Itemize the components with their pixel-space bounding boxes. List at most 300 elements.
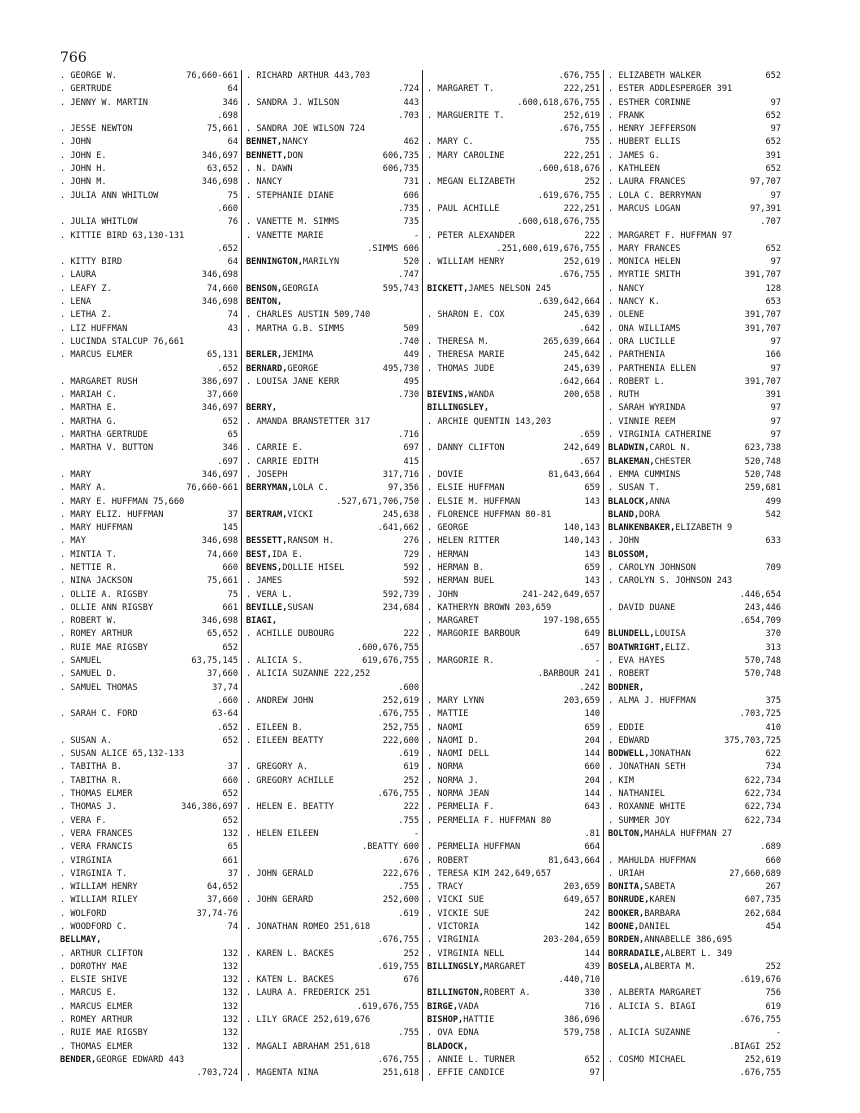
entry-pages: 252,619 [563,110,600,121]
entry-pages: 622,734 [744,789,781,800]
entry-name: . VICKI SUE [427,895,484,906]
entry-pages: 75,661 [206,124,238,135]
index-entry [427,163,600,176]
index-entry [608,150,781,163]
index-entry [246,682,419,695]
index-entry [246,974,419,987]
entry-name: . SUSAN A. [60,735,112,746]
index-entry [60,243,238,256]
entry-pages: 657 [584,642,600,653]
index-entry [60,642,238,655]
index-entry [246,416,419,429]
entry-name: . JAMES [246,576,283,587]
entry-surname: BOSELA, [608,961,645,972]
entry-pages: 606 [403,190,419,201]
entry-name: . KATHERYN BROWN 203,659 [427,602,552,613]
entry-name: . NINA JACKSON [60,576,133,587]
index-entry [427,336,600,349]
index-entry [427,1027,600,1040]
entry-given: CHESTER [654,456,691,467]
index-entry [427,695,600,708]
index-entry [246,1027,419,1040]
entry-name: . LOLA C. BERRYMAN [608,190,702,201]
entry-given: ANNA [649,496,671,507]
index-entry [60,708,238,721]
index-entry [246,881,419,894]
index-entry [60,83,238,96]
entry-name: . [367,243,373,254]
entry-pages: 74,660 [206,283,238,294]
entry-pages: 676 [403,975,419,986]
index-entry [608,522,781,535]
entry-name: . GEORGE [427,523,469,534]
entry-given: WANDA [468,390,495,401]
index-column-2 [241,70,422,1081]
entry-pages: 251,618 [382,1068,419,1079]
entry-given: LOUISA [654,629,686,640]
entry-name: . JAMES G. [608,150,660,161]
index-entry [60,376,238,389]
entry-pages: 74 [227,922,238,932]
index-entry [608,602,781,615]
entry-name: . SARAH WYRINDA [608,403,686,414]
entry-name: . ELIZABETH WALKER [608,71,702,81]
index-column-1 [60,70,241,1081]
index-entry [608,881,781,894]
entry-pages: 243,446 [744,602,781,613]
entry-pages: 234,684 [382,602,419,613]
entry-pages: 652 [222,416,238,427]
entry-pages: 252 [403,775,419,786]
entry-given: SUSAN [287,602,314,613]
entry-pages: 75 [227,190,238,201]
entry-name: . [496,243,502,254]
index-entry [608,908,781,921]
entry-pages: 623,738 [744,443,781,454]
entry-given: ELIZ. [664,642,691,653]
entry-name: . JOHN [427,589,459,600]
index-entry [608,97,781,110]
index-entry [427,1014,600,1027]
index-entry [246,283,419,296]
entry-pages: 386,697 [201,376,238,387]
entry-pages: 527,671,706,750 [341,496,419,507]
entry-given: BARBARA [644,908,681,919]
entry-name: . ESTHER CORINNE [608,97,691,108]
entry-pages: 724 [403,84,419,95]
index-entry [60,549,238,562]
index-entry [427,788,600,801]
index-entry [246,655,419,668]
index-entry [427,323,600,336]
entry-name: . [579,430,585,441]
entry-pages: 252,619 [563,257,600,268]
entry-pages: 731 [403,177,419,188]
entry-name: . SANDRA JOE WILSON 724 [246,124,365,135]
index-entry [60,482,238,495]
entry-surname: BORRADAILE, [608,948,665,959]
index-entry [60,442,238,455]
entry-pages: 346,386,697 [181,802,238,813]
index-entry [608,1014,781,1027]
entry-pages: 144 [584,948,600,959]
index-entry [246,110,419,123]
index-entry [608,336,781,349]
index-entry [427,948,600,961]
entry-pages: 660 [222,775,238,786]
index-entry [608,549,781,562]
entry-name: . MARY FRANCES [608,243,681,254]
entry-name: . GREGORY A. [246,762,309,773]
entry-pages: 509 [403,323,419,334]
entry-pages: 97 [770,403,781,414]
entry-name: . [377,523,383,534]
entry-surname: BOLTON, [608,828,645,839]
entry-pages: BARBOUR 241 [543,669,600,680]
index-entry [60,296,238,309]
entry-name: . JULIA ANN WHITLOW [60,190,159,201]
entry-surname: BENNINGTON, [246,257,303,268]
index-entry [60,323,238,336]
entry-pages: 676,755 [563,270,600,281]
entry-name: . ANNIE L. TURNER [427,1054,515,1065]
index-entry [246,535,419,548]
entry-pages: 659 [584,722,600,733]
entry-pages: 64,652 [206,882,238,893]
index-entry [427,176,600,189]
index-entry [427,256,600,269]
entry-name: . CARRIE EDITH [246,456,319,467]
entry-name: . [217,722,223,733]
entry-pages: 653 [765,297,781,308]
entry-pages: 97 [770,97,781,108]
entry-name: . [356,1001,363,1012]
index-entry [608,230,781,243]
index-entry [608,948,781,961]
entry-surname: BOONE, [608,922,640,932]
index-entry [427,123,600,136]
index-entry [427,349,600,362]
entry-name: . LAURA [60,270,97,281]
entry-pages: 643 [584,802,600,813]
entry-pages: 97 [589,1068,600,1079]
entry-name: . ARTHUR CLIFTON [60,948,143,959]
entry-surname: BERRYMAN, [246,483,293,494]
entry-name: . [377,1054,383,1065]
entry-surname: BENDER, [60,1054,97,1065]
entry-surname: BONITA, [608,882,645,893]
entry-name: . [398,855,404,866]
entry-pages: 676,755 [382,709,419,720]
entry-pages: 652 [222,642,238,653]
index-entry [60,283,238,296]
entry-name: . [739,1068,745,1079]
entry-name: . HELEN E. BEATTY [246,802,334,813]
entry-name: . [739,1015,745,1026]
index-entry [608,788,781,801]
entry-pages: 346 [222,97,238,108]
entry-name: . VANETTE MARIE [246,230,324,241]
entry-pages: 76,660-661 [186,71,238,81]
entry-pages: 439 [584,961,600,972]
entry-given: DOLLIE HISEL [282,562,345,573]
index-entry [608,1067,781,1080]
index-entry [60,1001,238,1014]
index-entry [246,176,419,189]
index-entry [427,562,600,575]
entry-pages: 654,709 [744,616,781,627]
entry-name: . JOSEPH [246,469,288,480]
entry-surname: BLOSSOM, [608,549,650,560]
entry-pages: - [594,656,600,667]
entry-name: . VERA FRANCIS [60,842,133,853]
entry-pages: 619,676 [744,975,781,986]
entry-name: . MARGORIE BARBOUR [427,629,521,640]
index-entry [246,868,419,881]
entry-pages: 703 [403,110,419,121]
entry-pages: 622,734 [744,775,781,786]
index-entry [427,296,600,309]
index-entry [246,722,419,735]
entry-surname: BISHOP, [427,1015,464,1026]
entry-pages: 64 [227,137,238,148]
entry-name: . ALICIA S. BIAGI [608,1001,696,1012]
entry-pages: 652 [765,71,781,81]
index-entry [608,761,781,774]
entry-name: . OLLIE A. RIGSBY [60,589,148,600]
entry-given: DON [287,150,303,161]
index-entry [427,1041,600,1054]
entry-pages: 520,748 [744,469,781,480]
entry-name: . JOHN H. [60,164,107,175]
index-entry [608,828,781,841]
index-entry [60,615,238,628]
entry-pages: 252,600 [382,895,419,906]
index-entry [427,376,600,389]
entry-pages: 660 [222,203,238,214]
entry-pages: 204 [584,775,600,786]
entry-pages: 652 [765,164,781,175]
entry-given: MARILYN [302,257,340,268]
index-entry [427,456,600,469]
index-entry [246,83,419,96]
entry-pages: 97,391 [749,203,781,214]
index-entry [608,1001,781,1014]
entry-pages: 652 [222,789,238,800]
index-entry [246,216,419,229]
entry-name: . EILEEN B. [246,722,303,733]
index-entry [246,150,419,163]
entry-name: . JESSE NEWTON [60,124,133,135]
index-entry [427,150,600,163]
entry-pages: 443 [403,97,419,108]
entry-pages: 276 [403,536,419,547]
index-entry [427,881,600,894]
index-entry [427,83,600,96]
index-entry [60,748,238,761]
entry-name: . MEGAN ELIZABETH [427,177,515,188]
index-entry [246,309,419,322]
entry-name: . LAURA FRANCES [608,177,686,188]
entry-pages: 346,698 [201,177,238,188]
entry-name: . MARTHA V. BUTTON [60,443,154,454]
index-entry [246,788,419,801]
entry-name: . RUIE MAE RIGSBY [60,642,148,653]
entry-pages: 222 [403,629,419,640]
entry-pages: 660 [584,762,600,773]
entry-pages: 734 [765,762,781,773]
index-entry [60,363,238,376]
index-entry [608,722,781,735]
index-entry [60,828,238,841]
entry-pages: 703,724 [201,1068,238,1079]
index-entry [427,908,600,921]
index-entry [427,934,600,947]
entry-name: . NANCY [246,177,283,188]
entry-pages: 652 [222,735,238,746]
entry-name: . SAMUEL [60,656,102,667]
entry-name: . PERMELIA HUFFMAN [427,842,521,853]
index-entry [608,482,781,495]
entry-name: . JOHN [60,137,92,148]
index-entry [608,243,781,256]
entry-name: . RICHARD ARTHUR 443,703 [246,71,371,81]
index-entry [427,868,600,881]
entry-pages: 661 [222,855,238,866]
index-entry [246,136,419,149]
entry-name: . [537,164,544,175]
entry-pages: 346,697 [201,150,238,161]
index-entry [246,934,419,947]
entry-surname: BERRY, [246,403,278,414]
entry-pages: 520 [403,257,419,268]
entry-name: . MARTHA G. [60,416,117,427]
index-entry [427,722,600,735]
entry-name: . KITTY BIRD [60,257,123,268]
entry-pages: BEATTY 600 [367,842,419,853]
index-entry [60,402,238,415]
entry-name: . PERMELIA F. [427,802,495,813]
entry-name: . [398,749,404,760]
index-entry [427,575,600,588]
index-entry [608,615,781,628]
entry-pages: 622,734 [744,802,781,813]
index-entry [427,535,600,548]
entry-name: . [398,908,404,919]
entry-pages: 652 [765,110,781,121]
entry-pages: 440,710 [563,975,600,986]
index-entry [608,894,781,907]
entry-surname: BONRUDE, [608,895,650,906]
index-entry [246,602,419,615]
entry-given: GEORGIA [282,283,319,294]
entry-name: . GEORGE W. [60,71,117,81]
entry-name: . NAOMI [427,722,464,733]
entry-pages: 132 [222,988,238,999]
entry-pages: 659 [584,430,600,441]
index-entry [427,509,600,522]
index-entry [427,269,600,282]
entry-name: . [537,669,544,680]
index-entry [246,389,419,402]
index-entry [608,70,781,83]
entry-given: GEORGE EDWARD 443 [96,1054,185,1065]
entry-name: . NAOMI D. [427,735,479,746]
entry-pages: 652 [222,815,238,826]
entry-pages: 97 [770,124,781,135]
entry-pages: 370 [765,629,781,640]
index-entry [60,1027,238,1040]
index-entry [246,841,419,854]
entry-name: . HELEN EILEEN [246,828,319,839]
index-entry [427,761,600,774]
entry-given: MARGARET [483,961,526,972]
entry-name: . [517,217,523,228]
index-entry [608,815,781,828]
entry-name: . JOHN E. [60,150,107,161]
index-entry [427,642,600,655]
entry-name: . MAGALI ABRAHAM 251,618 [246,1041,371,1052]
index-entry [60,496,238,509]
index-entry [60,256,238,269]
entry-name: . TABITHA B. [60,762,123,773]
entry-pages: 346,698 [201,270,238,281]
entry-pages: 97,356 [387,483,419,494]
index-entry [60,735,238,748]
entry-pages: 76 [227,217,238,228]
entry-pages: 707 [765,217,781,228]
entry-pages: 697 [403,443,419,454]
entry-pages: 649,657 [563,895,600,906]
entry-name: . NANCY K. [608,297,660,308]
entry-name: . [760,842,766,853]
entry-pages: 660 [765,855,781,866]
index-entry [60,987,238,1000]
entry-pages: 619,676,755 [543,190,600,201]
index-entry [246,336,419,349]
entry-surname: BERTRAM, [246,509,288,520]
index-entry [246,203,419,216]
entry-name: . MARCUS LOGAN [608,203,681,214]
entry-name: . HENRY JEFFERSON [608,124,696,135]
entry-given: IDA E. [271,549,303,560]
index-entry [608,708,781,721]
index-entry [608,216,781,229]
entry-pages: 652 [765,137,781,148]
entry-pages: 313 [765,642,781,653]
entry-pages: 63-64 [212,709,238,720]
entry-pages: 245,642 [563,350,600,361]
entry-surname: BLADWIN, [608,443,650,454]
entry-name: . LOUISA JANE KERR [246,376,340,387]
entry-pages: 415 [403,456,419,467]
entry-pages: 600,618,676,755 [522,217,600,228]
index-entry [246,628,419,641]
entry-surname: BIEVINS, [427,390,469,401]
index-entry [427,748,600,761]
page-number: 766 [60,50,87,66]
entry-name: . KITTIE BIRD 63,130-131 [60,230,185,241]
index-entry [608,934,781,947]
entry-pages: 140,143 [563,523,600,534]
entry-pages: 97 [770,430,781,441]
entry-pages: 346 [222,443,238,454]
entry-name: . GERTRUDE [60,84,112,95]
index-entry [60,429,238,442]
entry-name: . DOROTHY MAE [60,961,128,972]
index-entry [246,748,419,761]
entry-name: . [517,97,523,108]
